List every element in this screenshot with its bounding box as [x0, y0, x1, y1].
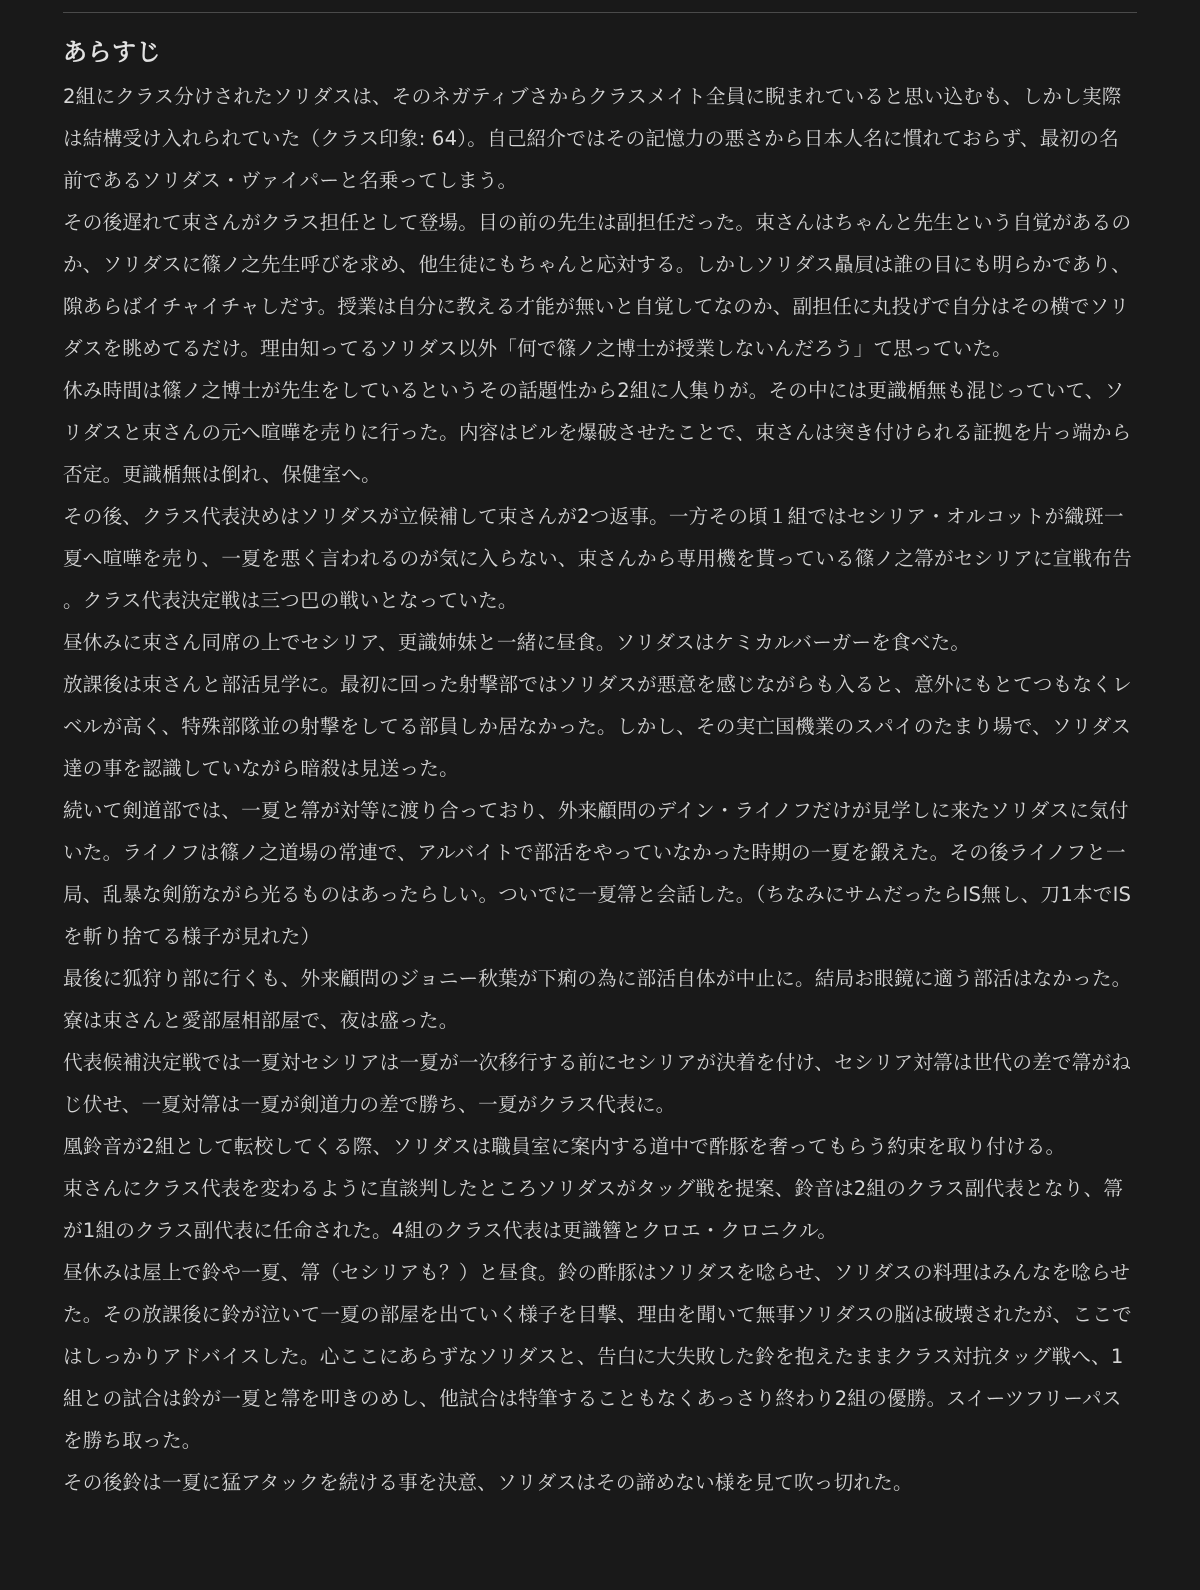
synopsis-page	[63, 0, 1137, 1504]
synopsis-paragraph: 昼休みは屋上で鈴や一夏、箒（セシリアも？）と昼食。鈴の酢豚はソリダスを唸らせ、ソリダスの料理はみんなを唸らせた。その放課後に鈴が泣いて一夏の部屋を出ていく様子を目撃、理由を聞いて無事ソリダスの脳は破壊されたが、ここではしっかりアドバイスした。心ここにあらずなソリダスと、告白に大失敗した鈴を抱えたままクラス対抗タッグ戦へ、1組との試合は鈴が一夏と箒を叩きのめし、他試合は特筆することもなくあっさり終わり2組の優勝。スイーツフリーパスを勝ち取った。	[63, 1261, 1132, 1452]
synopsis-paragraph: 昼休みに束さん同席の上でセシリア、更識姉妹と一緒に昼食。ソリダスはケミカルバーガーを食べた。	[63, 631, 971, 654]
section-title: あらすじ	[63, 38, 161, 66]
synopsis-paragraph: その後鈴は一夏に猛アタックを続ける事を決意、ソリダスはその諦めない様を見て吹っ切れた。	[63, 1471, 913, 1494]
synopsis-body	[63, 76, 1137, 1504]
top-divider	[63, 12, 1137, 13]
synopsis-paragraph: 放課後は束さんと部活見学に。最初に回った射撃部ではソリダスが悪意を感じながらも入ると、意外にもとてつもなくレベルが高く、特殊部隊並の射撃をしてる部員しか居なかった。しかし、その実亡国機業のスパイのたまり場で、ソリダス達の事を認識していながら暗殺は見送った。	[63, 673, 1132, 780]
synopsis-paragraph: 寮は束さんと愛部屋相部屋で、夜は盛った。	[63, 1009, 459, 1032]
synopsis-paragraph: 束さんにクラス代表を変わるように直談判したところソリダスがタッグ戦を提案、鈴音は2組のクラス副代表となり、箒が1組のクラス副代表に任命された。4組のクラス代表は更識簪とクロエ・クロニクル。	[63, 1177, 1124, 1242]
synopsis-paragraph: 休み時間は篠ノ之博士が先生をしているというその話題性から2組に人集りが。その中には更識楯無も混じっていて、ソリダスと束さんの元へ喧嘩を売りに行った。内容はビルを爆破させたことで、束さんは突き付けられる証拠を片っ端から否定。更識楯無は倒れ、保健室へ。	[63, 379, 1132, 486]
synopsis-paragraph: その後、クラス代表決めはソリダスが立候補して束さんが2つ返事。一方その頃１組ではセシリア・オルコットが織斑一夏へ喧嘩を売り、一夏を悪く言われるのが気に入らない、束さんから専用機を貰っている篠ノ之箒がセシリアに宣戦布告。クラス代表決定戦は三つ巴の戦いとなっていた。	[63, 505, 1132, 612]
synopsis-paragraph: 2組にクラス分けされたソリダスは、そのネガティブさからクラスメイト全員に睨まれていると思い込むも、しかし実際は結構受け入れられていた（クラス印象: 64）。自己紹介ではその記憶力の悪さから日本人名に慣れておらず、最初の名前であるソリダス・ヴァイパーと名乗ってしまう。	[63, 85, 1122, 192]
synopsis-paragraph: その後遅れて束さんがクラス担任として登場。目の前の先生は副担任だった。束さんはちゃんと先生という自覚があるのか、ソリダスに篠ノ之先生呼びを求め、他生徒にもちゃんと応対する。しかしソリダス贔屓は誰の目にも明らかであり、隙あらばイチャイチャしだす。授業は自分に教える才能が無いと自覚してなのか、副担任に丸投げで自分はその横でソリダスを眺めてるだけ。理由知ってるソリダス以外「何で篠ノ之博士が授業しないんだろう」て思っていた。	[63, 211, 1132, 360]
synopsis-paragraph: 最後に狐狩り部に行くも、外来顧問のジョニー秋葉が下痢の為に部活自体が中止に。結局お眼鏡に適う部活はなかった。	[63, 967, 1132, 990]
synopsis-paragraph: 代表候補決定戦では一夏対セシリアは一夏が一次移行する前にセシリアが決着を付け、セシリア対箒は世代の差で箒がねじ伏せ、一夏対箒は一夏が剣道力の差で勝ち、一夏がクラス代表に。	[63, 1051, 1132, 1116]
synopsis-paragraph: 続いて剣道部では、一夏と箒が対等に渡り合っており、外来顧問のデイン・ライノフだけが見学しに来たソリダスに気付いた。ライノフは篠ノ之道場の常連で、アルバイトで部活をやっていなかった時期の一夏を鍛えた。その後ライノフと一局、乱暴な剣筋ながら光るものはあったらしい。ついでに一夏箒と会話した。（ちなみにサムだったらIS無し、刀1本でISを斬り捨てる様子が見れた）	[63, 799, 1132, 948]
synopsis-paragraph: 凰鈴音が2組として転校してくる際、ソリダスは職員室に案内する道中で酢豚を奢ってもらう約束を取り付ける。	[63, 1135, 1066, 1158]
